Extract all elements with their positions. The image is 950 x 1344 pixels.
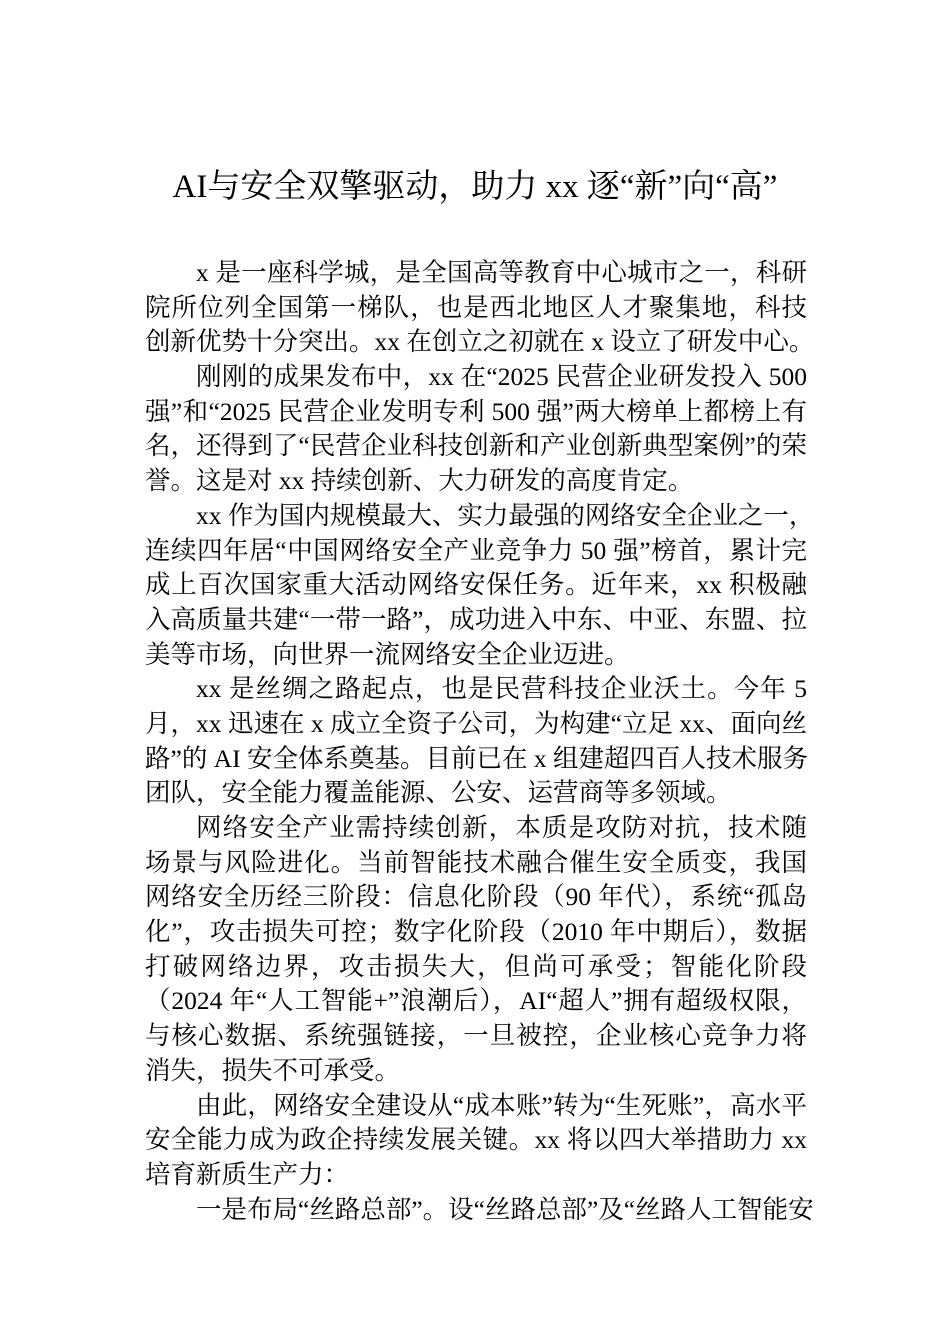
text-line: 创新优势十分突出。xx 在创立之初就在 x 设立了研发中心。	[145, 327, 815, 357]
text-line: 场景与风险进化。当前智能技术融合催生安全质变，我国	[145, 847, 807, 877]
text-line: xx 是丝绸之路起点，也是民营科技企业沃土。今年 5	[196, 674, 807, 704]
text-line: 成上百次国家重大活动网络安保任务。近年来，xx 积极融	[145, 570, 807, 600]
text-line: 由此，网络安全建设从“成本账”转为“生死账”，高水平	[196, 1090, 807, 1120]
paragraph	[145, 672, 807, 811]
text-line: 美等市场，向世界一流网络安全企业迈进。	[145, 639, 630, 669]
text-line: 与核心数据、系统强链接，一旦被控，企业核心竞争力将	[145, 1021, 807, 1051]
document-title: AI与安全双擎驱动，助力 xx 逐“新”向“高”	[172, 169, 778, 205]
text-line: 院所位列全国第一梯队，也是西北地区人才聚集地，科技	[145, 292, 807, 322]
document-body	[145, 256, 815, 1227]
text-line: 入高质量共建“一带一路”，成功进入中东、中亚、东盟、拉	[145, 604, 807, 634]
text-line: 名，还得到了“民营企业科技创新和产业创新典型案例”的荣	[145, 431, 807, 461]
text-line: 一是布局“丝路总部”。设“丝路总部”及“丝路人工智能安	[196, 1194, 814, 1224]
paragraph	[145, 811, 807, 1089]
text-line: 连续四年居“中国网络安全产业竞争力 50 强”榜首，累计完	[145, 535, 807, 565]
text-line: 团队，安全能力覆盖能源、公安、运营商等多领域。	[145, 778, 732, 808]
text-line: 誉。这是对 xx 持续创新、大力研发的高度肯定。	[145, 466, 694, 496]
text-line: xx 作为国内规模最大、实力最强的网络安全企业之一，	[196, 500, 815, 530]
text-line: 安全能力成为政企持续发展关键。xx 将以四大举措助力 xx	[145, 1125, 807, 1155]
text-line: 刚刚的成果发布中，xx 在“2025 民营企业研发投入 500	[196, 362, 807, 392]
paragraph	[145, 1089, 807, 1193]
text-line: 化”，攻击损失可控；数字化阶段（2010 年中期后），数据	[145, 917, 807, 947]
text-line: x 是一座科学城，是全国高等教育中心城市之一，科研	[196, 258, 807, 287]
paragraph	[145, 1193, 814, 1228]
paragraph	[145, 360, 807, 499]
text-line: 强”和“2025 民营企业发明专利 500 强”两大榜单上都榜上有	[145, 396, 807, 426]
text-line: 网络安全产业需持续创新，本质是攻防对抗，技术随	[196, 813, 807, 842]
text-line: 路”的 AI 安全体系奠基。目前已在 x 组建超四百人技术服务	[145, 743, 808, 773]
text-line: 消失，损失不可承受。	[145, 1055, 401, 1085]
text-line: 培育新质生产力：	[145, 1159, 350, 1189]
text-line: 月，xx 迅速在 x 成立全资子公司，为构建“立足 xx、面向丝	[145, 708, 807, 738]
paragraph	[145, 499, 815, 672]
paragraph	[145, 256, 815, 360]
text-line: （2024 年“人工智能+”浪潮后），AI“超人”拥有超级权限，	[145, 986, 807, 1016]
text-line: 打破网络边界，攻击损失大，但尚可承受；智能化阶段	[145, 951, 807, 981]
text-line: 网络安全历经三阶段：信息化阶段（90 年代），系统“孤岛	[145, 882, 807, 912]
